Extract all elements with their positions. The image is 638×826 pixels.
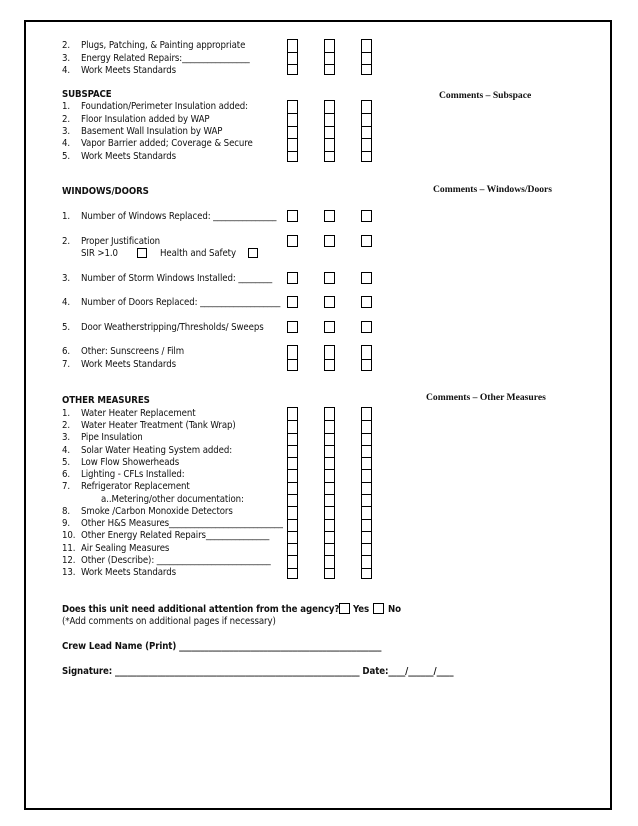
attention-no-checkbox[interactable] <box>373 603 384 614</box>
checkbox-divider <box>288 113 297 114</box>
item-label: Other (Describe): ___________________________ <box>81 555 271 566</box>
checkbox-divider <box>325 519 334 520</box>
section-heading-other-measures: OTHER MEASURES <box>62 395 150 406</box>
item-number: 1. <box>62 101 71 112</box>
item-label: Other H&S Measures___________________________ <box>81 518 283 529</box>
item-label: Proper Justification <box>81 236 161 247</box>
checkbox-divider <box>288 420 297 421</box>
checkbox-divider <box>325 506 334 507</box>
item-number: 3. <box>62 53 71 64</box>
checkbox-divider <box>362 494 371 495</box>
checkbox-divider <box>288 555 297 556</box>
item-label: Other: Sunscreens / Film <box>81 346 185 357</box>
checkbox-divider <box>325 126 334 127</box>
status-checkbox-col2[interactable] <box>324 210 335 222</box>
checkbox-divider <box>288 543 297 544</box>
item-number: 2. <box>62 40 71 51</box>
status-checkbox-col2[interactable] <box>324 39 335 75</box>
item-number: 6. <box>62 346 71 357</box>
item-label: Smoke /Carbon Monoxide Detectors <box>81 506 233 517</box>
item-label: Air Sealing Measures <box>81 543 170 554</box>
item-label: Other Energy Related Repairs_______________ <box>81 530 270 541</box>
item-number: 7. <box>62 359 71 370</box>
checkbox-divider <box>288 433 297 434</box>
item-number: 3. <box>62 273 71 284</box>
checkbox-divider <box>325 531 334 532</box>
item-number: 2. <box>62 236 71 247</box>
item-number: 4. <box>62 445 71 456</box>
checkbox-divider <box>362 420 371 421</box>
checkbox-divider <box>325 555 334 556</box>
checkbox-divider <box>362 519 371 520</box>
checkbox-divider <box>362 64 371 65</box>
status-checkbox-col3[interactable] <box>361 321 372 333</box>
item-label: Work Meets Standards <box>81 567 176 578</box>
crew-lead-name-field[interactable]: Crew Lead Name (Print) ________________________________________________ <box>62 641 382 652</box>
checkbox-divider <box>288 138 297 139</box>
status-checkbox-col1[interactable] <box>287 100 298 162</box>
checkbox-divider <box>325 494 334 495</box>
checkbox-divider <box>325 151 334 152</box>
status-checkbox-col1[interactable] <box>287 296 298 308</box>
item-number: 5. <box>62 457 71 468</box>
checkbox-divider <box>362 113 371 114</box>
status-checkbox-col1[interactable] <box>287 235 298 247</box>
status-checkbox-col3[interactable] <box>361 345 372 371</box>
item-number: 2. <box>62 114 71 125</box>
item-number: 4. <box>62 138 71 149</box>
item-label: Vapor Barrier added; Coverage & Secure <box>81 138 253 149</box>
item-number: 6. <box>62 469 71 480</box>
item-label: Work Meets Standards <box>81 151 176 162</box>
checkbox-divider <box>362 469 371 470</box>
checkbox-divider <box>362 482 371 483</box>
checkbox-divider <box>362 433 371 434</box>
checkbox-divider <box>325 568 334 569</box>
checkbox-divider <box>325 420 334 421</box>
checkbox-divider <box>362 568 371 569</box>
checkbox-divider <box>325 543 334 544</box>
checkbox-divider <box>288 519 297 520</box>
checkbox-divider <box>288 52 297 53</box>
checkbox-divider <box>362 531 371 532</box>
status-checkbox-col2[interactable] <box>324 100 335 162</box>
status-checkbox-col1[interactable] <box>287 272 298 284</box>
checkbox-divider <box>362 445 371 446</box>
attention-yes-label: Yes <box>353 604 370 615</box>
item-number: 9. <box>62 518 71 529</box>
status-checkbox-col3[interactable] <box>361 407 372 579</box>
checkbox-divider <box>288 445 297 446</box>
status-checkbox-col3[interactable] <box>361 210 372 222</box>
item-number: 5. <box>62 151 71 162</box>
item-label: Refrigerator Replacement <box>81 481 190 492</box>
item-number: 3. <box>62 432 71 443</box>
checkbox-divider <box>325 457 334 458</box>
checkbox-divider <box>288 126 297 127</box>
checkbox-divider <box>325 469 334 470</box>
status-checkbox-col2[interactable] <box>324 272 335 284</box>
checkbox-divider <box>325 445 334 446</box>
checkbox-divider <box>288 151 297 152</box>
item-label: Lighting - CFLs Installed: <box>81 469 185 480</box>
status-checkbox-col3[interactable] <box>361 235 372 247</box>
item-number: 4. <box>62 65 71 76</box>
item-label: Number of Windows Replaced: _______________ <box>81 211 277 222</box>
item-number: 13. <box>62 567 76 578</box>
sir-label: SIR >1.0 <box>81 248 118 259</box>
item-number: 2. <box>62 420 71 431</box>
status-checkbox-col3[interactable] <box>361 296 372 308</box>
checkbox-divider <box>288 359 297 360</box>
checkbox-divider <box>325 64 334 65</box>
item-label: Work Meets Standards <box>81 359 176 370</box>
checkbox-divider <box>362 359 371 360</box>
checkbox-divider <box>288 494 297 495</box>
item-number: 7. <box>62 481 71 492</box>
status-checkbox-col1[interactable] <box>287 345 298 371</box>
section-heading-windows-doors: WINDOWS/DOORS <box>62 186 149 197</box>
comments-other-measures: Comments – Other Measures <box>426 392 546 403</box>
checkbox-divider <box>288 64 297 65</box>
status-checkbox-col1[interactable] <box>287 210 298 222</box>
comments-subspace: Comments – Subspace <box>439 90 532 101</box>
item-label: Low Flow Showerheads <box>81 457 180 468</box>
item-label: Water Heater Replacement <box>81 408 196 419</box>
attention-no-label: No <box>388 604 401 615</box>
item-sublabel: a..Metering/other documentation: <box>101 494 244 505</box>
checkbox-divider <box>325 482 334 483</box>
item-label: Basement Wall Insulation by WAP <box>81 126 223 137</box>
item-number: 11. <box>62 543 76 554</box>
item-label: Foundation/Perimeter Insulation added: <box>81 101 248 112</box>
checkbox-divider <box>288 457 297 458</box>
item-number: 12. <box>62 555 76 566</box>
item-number: 4. <box>62 297 71 308</box>
item-number: 1. <box>62 211 71 222</box>
item-number: 1. <box>62 408 71 419</box>
checkbox-divider <box>288 482 297 483</box>
status-checkbox-col3[interactable] <box>361 100 372 162</box>
status-checkbox-col2[interactable] <box>324 235 335 247</box>
item-label: Number of Doors Replaced: ___________________ <box>81 297 281 308</box>
checkbox-divider <box>325 113 334 114</box>
item-number: 3. <box>62 126 71 137</box>
item-label: Work Meets Standards <box>81 65 176 76</box>
status-checkbox-col3[interactable] <box>361 39 372 75</box>
checkbox-divider <box>288 531 297 532</box>
item-label: Water Heater Treatment (Tank Wrap) <box>81 420 236 431</box>
checkbox-divider <box>325 52 334 53</box>
sir-checkbox[interactable] <box>137 248 147 258</box>
checkbox-divider <box>362 138 371 139</box>
item-label: Plugs, Patching, & Painting appropriate <box>81 40 246 51</box>
status-checkbox-col3[interactable] <box>361 272 372 284</box>
checkbox-divider <box>288 469 297 470</box>
item-label: Pipe Insulation <box>81 432 143 443</box>
status-checkbox-col2[interactable] <box>324 296 335 308</box>
checkbox-divider <box>362 457 371 458</box>
item-number: 8. <box>62 506 71 517</box>
comments-windows-doors: Comments – Windows/Doors <box>433 184 553 195</box>
checkbox-divider <box>362 151 371 152</box>
health-safety-checkbox[interactable] <box>248 248 258 258</box>
item-label: Solar Water Heating System added: <box>81 445 233 456</box>
item-label: Floor Insulation added by WAP <box>81 114 210 125</box>
attention-note: (*Add comments on additional pages if necessary) <box>62 616 276 627</box>
item-number: 10. <box>62 530 76 541</box>
checkbox-divider <box>288 506 297 507</box>
checkbox-divider <box>325 138 334 139</box>
checkbox-divider <box>362 543 371 544</box>
attention-yes-checkbox[interactable] <box>339 603 350 614</box>
status-checkbox-col1[interactable] <box>287 321 298 333</box>
checkbox-divider <box>288 568 297 569</box>
signature-date-field[interactable]: Signature: __________________________________________________________ Date:____/______/____ <box>62 666 454 677</box>
status-checkbox-col2[interactable] <box>324 321 335 333</box>
checkbox-divider <box>362 555 371 556</box>
attention-question: Does this unit need additional attention from the agency? <box>62 604 340 615</box>
item-label: Door Weatherstripping/Thresholds/ Sweeps <box>81 322 264 333</box>
item-number: 5. <box>62 322 71 333</box>
checkbox-divider <box>325 433 334 434</box>
status-checkbox-col1[interactable] <box>287 407 298 579</box>
checkbox-divider <box>362 52 371 53</box>
health-safety-label: Health and Safety <box>160 248 236 259</box>
checkbox-divider <box>362 126 371 127</box>
status-checkbox-col2[interactable] <box>324 345 335 371</box>
item-label: Number of Storm Windows Installed: ________ <box>81 273 273 284</box>
item-label: Energy Related Repairs:________________ <box>81 53 250 64</box>
checkbox-divider <box>362 506 371 507</box>
status-checkbox-col2[interactable] <box>324 407 335 579</box>
checkbox-divider <box>325 359 334 360</box>
section-heading-subspace: SUBSPACE <box>62 89 112 100</box>
status-checkbox-col1[interactable] <box>287 39 298 75</box>
